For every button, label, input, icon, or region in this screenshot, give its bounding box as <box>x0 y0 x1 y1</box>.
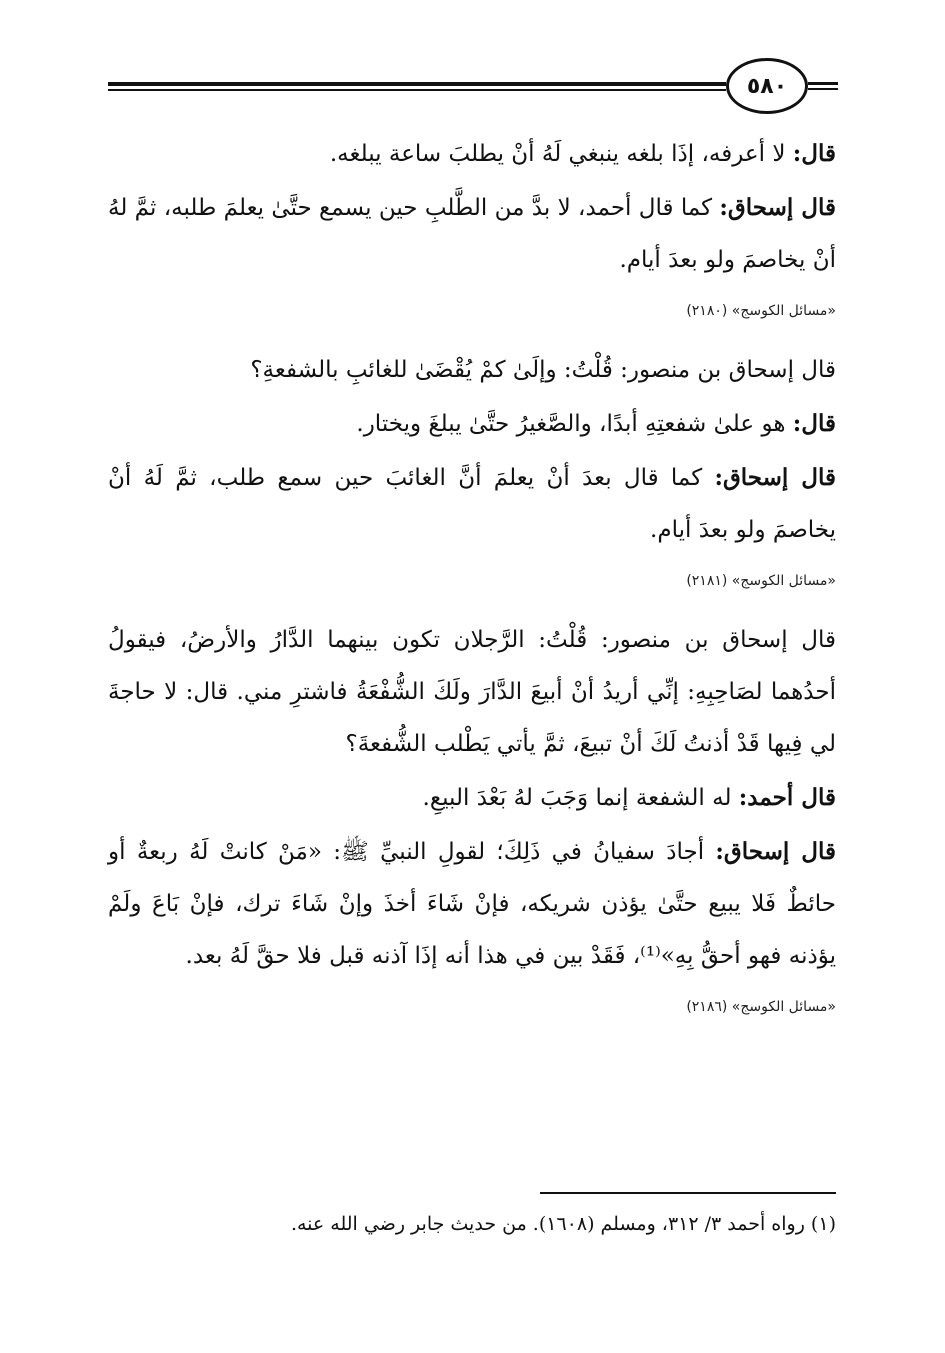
source-reference: «مسائل الكوسج» (٢١٨٦) <box>686 999 836 1015</box>
paragraph-text: كما قال أحمد، لا بدَّ من الطَّلبِ حين يسمع حتَّىٰ يعلمَ طلبه، ثمَّ لهُ أنْ يخاصمَ ولو بعدَ أيام. <box>108 195 836 273</box>
paragraph-text: هو علىٰ شفعتِهِ أبدًا، والصَّغيرُ حتَّىٰ يبلغَ ويختار. <box>356 411 793 437</box>
footnote-divider <box>540 1192 836 1194</box>
header-rule-end-thick <box>808 82 838 85</box>
paragraph-text: أجادَ سفيانُ في ذَلِكَ؛ لقولِ النبيِّ ﷺ: «مَنْ كانتْ لَهُ ربعةٌ أو حائطٌ فَلا يبيع حتَّىٰ يؤذن شريكه، فإنْ شَاءَ أخذَ وإنْ شَاءَ ترك، فإنْ بَاعَ ولَمْ يؤذنه فهو أحقُّ بِهِ»⁽¹⁾، فَقَدْ بين في هذا أنه إذَا آذنه قبل فلا حقَّ لَهُ بعد. <box>108 839 836 969</box>
paragraph <box>108 826 836 982</box>
speaker-label: قال إسحاق: <box>719 194 836 221</box>
paragraph-text: كما قال بعدَ أنْ يعلمَ أنَّ الغائبَ حين سمع طلب، ثمَّ لَهُ أنْ يخاصمَ ولو بعدَ أيام. <box>108 465 836 543</box>
paragraph-text: قال إسحاق بن منصور: قُلْتُ: الرَّجلان تكون بينهما الدَّارُ والأرضُ، فيقولُ أحدُهما لصَاحِبِهِ: إنِّي أريدُ أنْ أبيعَ الدَّارَ ولَكَ الشُّفْعَةُ فاشترِ مني. قال: لا حاجةَ لي فِيها قَدْ أذنتُ لَكَ أنْ تبيعَ، ثمَّ يأتي يَطْلب الشُّفعةَ؟ <box>108 627 836 757</box>
source-reference: «مسائل الكوسج» (٢١٨٠) <box>686 303 836 319</box>
header-rule-thick <box>108 82 726 86</box>
speaker-label: قال إسحاق: <box>715 838 837 865</box>
paragraph <box>108 182 836 286</box>
paragraph <box>108 772 836 824</box>
paragraph <box>108 614 836 770</box>
section-1 <box>108 128 836 326</box>
page-header <box>108 58 838 118</box>
section-2 <box>108 344 836 596</box>
page-number: ٥٨٠ <box>726 58 808 114</box>
speaker-label: قال إسحاق: <box>714 464 836 491</box>
paragraph <box>108 398 836 450</box>
speaker-label: قال: <box>792 140 836 167</box>
paragraph-text: له الشفعة إنما وَجَبَ لهُ بَعْدَ البيعِ. <box>422 785 739 811</box>
source-reference: «مسائل الكوسج» (٢١٨١) <box>686 573 836 589</box>
section-3 <box>108 614 836 1022</box>
speaker-label: قال أحمد: <box>738 784 836 811</box>
paragraph <box>108 128 836 180</box>
speaker-label: قال: <box>792 410 836 437</box>
paragraph <box>108 452 836 556</box>
page-body <box>108 128 836 1040</box>
header-rule-end-thin <box>808 88 838 90</box>
paragraph-text: قال إسحاق بن منصور: قُلْتُ: وإلَىٰ كمْ يُقْضَىٰ للغائبِ بالشفعةِ؟ <box>250 357 836 383</box>
paragraph <box>108 344 836 396</box>
header-rule-thin <box>108 89 726 91</box>
footnote: (١) رواه أحمد ٣/ ٣١٢، ومسلم (١٦٠٨). من حديث جابر رضي الله عنه. <box>290 1213 836 1235</box>
paragraph-text: لا أعرفه، إذَا بلغه ينبغي لَهُ أنْ يطلبَ ساعة يبلغه. <box>329 141 793 167</box>
